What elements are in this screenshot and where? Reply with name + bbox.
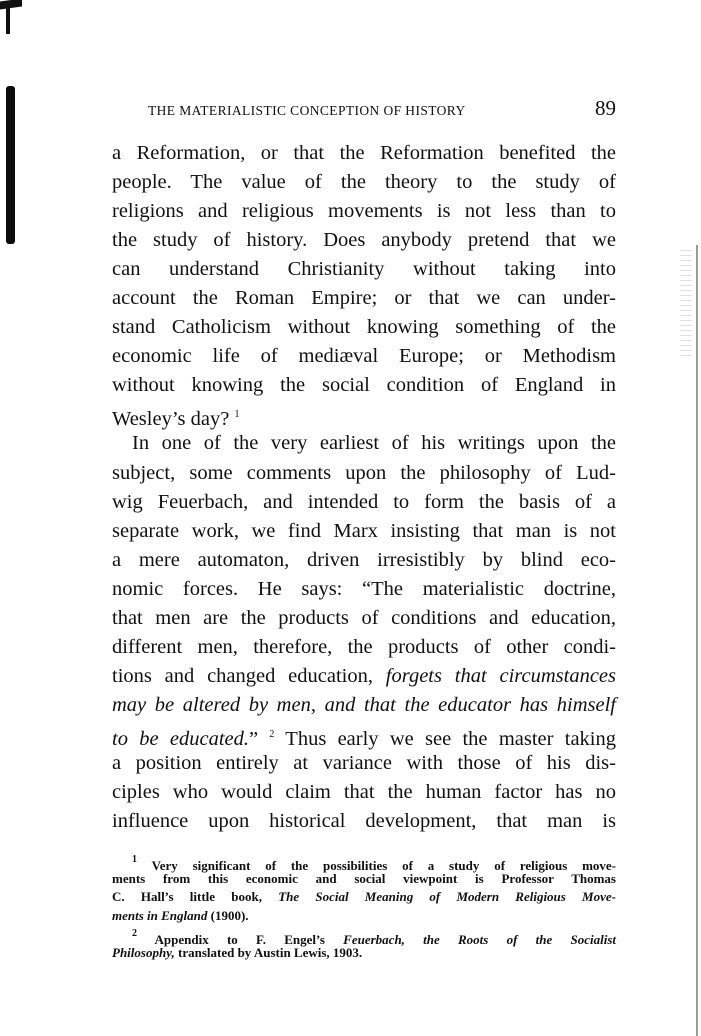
text-segment: C. Hall’s little book, (112, 889, 279, 905)
text-line (112, 662, 616, 691)
text-segment: tions and changed education, (112, 664, 386, 687)
italic-text: The Social Meaning of Modern Religious Move- (278, 889, 616, 905)
italic-text: may be altered by men, and that the educator has himself (112, 693, 616, 716)
running-header (148, 96, 616, 121)
text-line (112, 546, 616, 575)
scan-mark (6, 4, 10, 34)
text-line (112, 807, 616, 836)
italic-text: forgets that circumstances (385, 664, 616, 687)
body-text (112, 139, 616, 836)
text-segment: Wesley’s day? (112, 408, 235, 431)
italic-text: Feuerbach, the Roots of the Socialist (343, 932, 616, 948)
text-segment: ments from this economic and social viewpoint is Professor Thomas (112, 870, 616, 886)
footnote-line (112, 851, 616, 873)
text-segment: that men are the products of conditions and education, (112, 606, 616, 629)
text-line (112, 284, 616, 313)
text-segment: translated by Austin Lewis, 1903. (174, 944, 363, 960)
italic-text: to be educated. (112, 727, 249, 750)
text-line (112, 139, 616, 168)
text-line (112, 168, 616, 197)
text-segment: without knowing the social condition of England in (112, 374, 616, 397)
text-segment: nomic forces. He says: “The materialistic doctrine, (112, 577, 616, 600)
text-segment: economic life of mediæval Europe; or Methodism (112, 345, 616, 368)
text-segment: subject, some comments upon the philosophy of Lud- (112, 461, 616, 484)
page-edge-texture (680, 250, 692, 360)
italic-text: Philosophy, (112, 944, 175, 960)
text-line (112, 749, 616, 778)
text-line (112, 575, 616, 604)
running-title: THE MATERIALISTIC CONCEPTION OF HISTORY (148, 103, 466, 118)
footnote-line (112, 888, 616, 907)
text-segment: wig Feuerbach, and intended to form the basis of a (112, 490, 616, 513)
text-segment: can understand Christianity without taking into (112, 258, 616, 281)
text-line (112, 517, 616, 546)
text-segment: the study of history. Does anybody pretend that we (112, 229, 616, 252)
text-segment: account the Roman Empire; or that we can under- (112, 287, 616, 310)
text-line (112, 255, 616, 284)
scan-mark (0, 0, 22, 10)
text-line (112, 197, 616, 226)
text-line (112, 633, 616, 662)
text-line (112, 400, 616, 429)
text-segment: separate work, we find Marx insisting that man is not (112, 519, 616, 542)
footnote-line (112, 925, 616, 948)
text-line (112, 488, 616, 517)
text-segment: ” (248, 727, 270, 750)
text-line (112, 226, 616, 255)
text-segment: Thus early we see the master taking (274, 727, 616, 750)
footnote-ref: 1 (132, 854, 137, 865)
text-segment: different men, therefore, the products of other condi- (112, 635, 616, 658)
text-segment: stand Catholicism without knowing something of the (112, 316, 616, 339)
footnote-line (112, 870, 616, 889)
footnote-ref: 2 (269, 728, 275, 740)
text-line (112, 720, 616, 749)
text-line (112, 778, 616, 807)
footnote-line (112, 907, 616, 926)
footnotes (112, 851, 616, 963)
text-line (112, 342, 616, 371)
binding-shadow (6, 86, 15, 244)
text-line (112, 691, 616, 720)
text-segment: a Reformation, or that the Reformation benefited the (112, 142, 616, 164)
text-segment: ciples who would claim that the human factor has no (112, 781, 616, 804)
text-segment: influence upon historical development, that man is (112, 810, 616, 833)
text-segment: people. The value of the theory to the study of (112, 171, 616, 194)
text-line (112, 459, 616, 488)
text-segment: religions and religious movements is not less than to (112, 200, 616, 223)
text-segment: a position entirely at variance with those of his dis- (112, 751, 616, 774)
footnote-ref: 1 (234, 409, 240, 421)
page-edge (696, 245, 698, 1036)
text-segment: a mere automaton, driven irresistibly by blind eco- (112, 548, 616, 571)
footnote-ref: 2 (132, 928, 137, 940)
text-segment: In one of the very earliest of his writings upon the (132, 432, 616, 455)
text-segment: Very significant of the possibilities of a study of religious move- (137, 858, 616, 873)
text-line (112, 371, 616, 400)
italic-text: ments in England (112, 907, 208, 923)
text-segment: (1900). (207, 907, 249, 923)
text-segment: Appendix to F. Engel’s (137, 932, 344, 948)
page-number: 89 (595, 96, 616, 120)
text-line (112, 604, 616, 633)
text-line (112, 313, 616, 342)
text-line (112, 429, 616, 458)
